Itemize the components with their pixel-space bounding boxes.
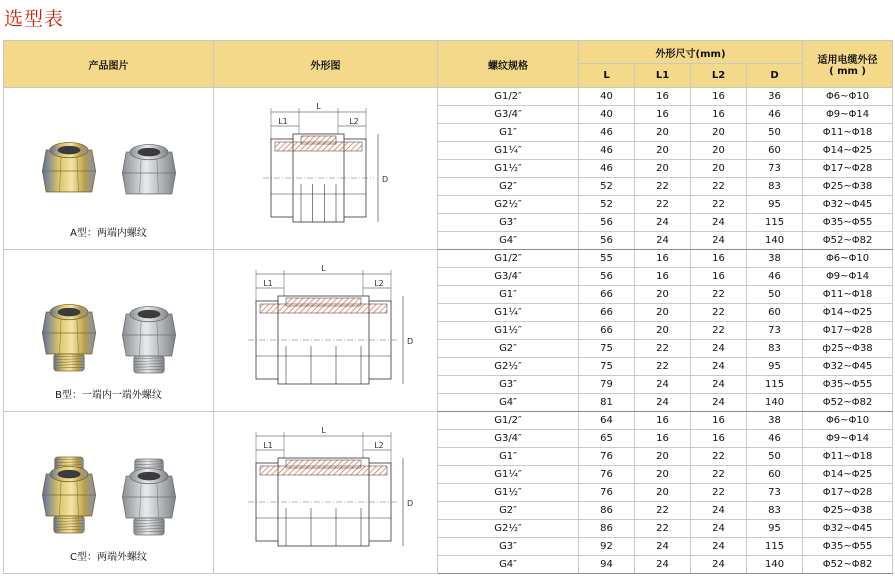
type-label-b: B型：一端内一端外螺纹 [55,390,162,401]
outline-drawing-a [214,94,437,244]
cell-d: 95 [747,196,803,214]
header-col-L2: L2 [691,64,747,88]
cell-l1: 20 [635,286,691,304]
cell-l1: 16 [635,106,691,124]
cell-d: 36 [747,88,803,106]
cell-l: 56 [579,268,635,286]
cell-l2: 22 [691,448,747,466]
cell-d: 50 [747,124,803,142]
cell-l2: 16 [691,88,747,106]
cell-thread: G1″ [438,286,579,304]
cell-l1: 16 [635,430,691,448]
cell-cable: Φ11~Φ18 [803,124,893,142]
cell-l2: 16 [691,430,747,448]
cell-d: 115 [747,376,803,394]
cell-l2: 22 [691,322,747,340]
cell-d: 83 [747,340,803,358]
cell-l: 76 [579,466,635,484]
cell-l: 52 [579,196,635,214]
header-cable-diameter-line1: 适用电缆外径 [817,55,878,66]
cell-l2: 24 [691,394,747,412]
cell-cable: Φ32~Φ45 [803,358,893,376]
cell-l2: 24 [691,502,747,520]
cell-d: 50 [747,448,803,466]
cell-l2: 24 [691,376,747,394]
cell-l1: 22 [635,520,691,538]
cell-d: 83 [747,178,803,196]
cell-thread: G3″ [438,538,579,556]
cell-l1: 22 [635,358,691,376]
cell-thread: G2″ [438,502,579,520]
cell-cable: Φ32~Φ45 [803,196,893,214]
cell-l2: 20 [691,160,747,178]
cell-l: 65 [579,430,635,448]
cell-d: 50 [747,286,803,304]
cell-l2: 22 [691,196,747,214]
cell-l2: 20 [691,124,747,142]
outline-drawing-cell-b [214,250,438,412]
cell-d: 73 [747,484,803,502]
cell-l: 92 [579,538,635,556]
cell-cable: Φ35~Φ55 [803,376,893,394]
outline-svg-a [226,94,426,244]
cell-thread: G2″ [438,178,579,196]
cell-l1: 16 [635,250,691,268]
cell-l: 75 [579,358,635,376]
cell-l2: 24 [691,556,747,574]
cell-l: 40 [579,106,635,124]
cell-l2: 20 [691,142,747,160]
cell-d: 38 [747,412,803,430]
cell-d: 60 [747,142,803,160]
cell-d: 95 [747,520,803,538]
cell-d: 73 [747,322,803,340]
cell-l: 56 [579,232,635,250]
cell-cable: Φ6~Φ10 [803,250,893,268]
cell-cable: Φ35~Φ55 [803,538,893,556]
cell-l2: 24 [691,538,747,556]
cell-l2: 16 [691,412,747,430]
header-col-D: D [747,64,803,88]
cell-cable: Φ52~Φ82 [803,556,893,574]
cell-cable: Φ11~Φ18 [803,286,893,304]
header-product-image: 产品图片 [4,41,214,88]
dim-label-d: D [406,336,413,346]
cell-cable: Φ9~Φ14 [803,268,893,286]
cell-thread: G3″ [438,214,579,232]
cell-thread: G2½″ [438,520,579,538]
cell-thread: G4″ [438,232,579,250]
cell-l: 55 [579,250,635,268]
cell-cable: Φ52~Φ82 [803,394,893,412]
cell-thread: G1½″ [438,484,579,502]
cell-d: 95 [747,358,803,376]
fitting-photo-b [14,271,204,391]
fitting-photo-c [14,433,204,553]
cell-thread: G1/2″ [438,250,579,268]
cell-l: 56 [579,214,635,232]
cell-l: 76 [579,484,635,502]
cell-l2: 24 [691,340,747,358]
product-photo-cell-b [4,250,214,412]
cell-l1: 24 [635,556,691,574]
cell-l1: 20 [635,484,691,502]
cell-l1: 20 [635,160,691,178]
cell-thread: G3/4″ [438,106,579,124]
cell-cable: Φ25~Φ38 [803,502,893,520]
cell-cable: Φ52~Φ82 [803,232,893,250]
cell-l2: 16 [691,106,747,124]
cell-l1: 24 [635,538,691,556]
cell-l: 66 [579,286,635,304]
cell-l: 81 [579,394,635,412]
cell-cable: Φ9~Φ14 [803,106,893,124]
cell-thread: G3/4″ [438,268,579,286]
table-row [4,250,893,268]
cell-d: 140 [747,394,803,412]
cell-l: 94 [579,556,635,574]
cell-cable: Φ32~Φ45 [803,520,893,538]
cell-l2: 16 [691,268,747,286]
header-outline: 外形图 [214,41,438,88]
cell-d: 46 [747,106,803,124]
dim-label-l1: L1 [262,440,273,450]
product-photo-a [4,109,213,229]
product-photo-c [4,433,213,553]
cell-cable: Φ9~Φ14 [803,430,893,448]
cell-d: 115 [747,538,803,556]
header-thread: 螺纹规格 [438,41,579,88]
cell-l: 46 [579,160,635,178]
cell-cable: Φ6~Φ10 [803,412,893,430]
cell-cable: Φ14~Φ25 [803,142,893,160]
cell-l1: 24 [635,232,691,250]
outline-drawing-c [214,418,437,568]
cell-cable: Φ11~Φ18 [803,448,893,466]
cell-l2: 16 [691,250,747,268]
cell-thread: G3″ [438,376,579,394]
cell-l2: 22 [691,304,747,322]
cell-thread: G4″ [438,556,579,574]
cell-l1: 20 [635,466,691,484]
dim-label-l2: L2 [373,440,384,450]
cell-thread: G4″ [438,394,579,412]
cell-cable: ф25~Φ38 [803,340,893,358]
cell-thread: G1½″ [438,160,579,178]
product-photo-cell-a [4,88,214,250]
cell-thread: G1″ [438,448,579,466]
cell-thread: G3/4″ [438,430,579,448]
cell-l1: 20 [635,124,691,142]
cell-l1: 24 [635,214,691,232]
cell-l: 75 [579,340,635,358]
cell-thread: G1½″ [438,322,579,340]
table-row [4,412,893,430]
cell-thread: G1¼″ [438,142,579,160]
dim-label-l2: L2 [348,116,359,126]
cell-cable: Φ6~Φ10 [803,88,893,106]
dim-label-d: D [406,498,413,508]
cell-thread: G1/2″ [438,88,579,106]
cell-thread: G2½″ [438,358,579,376]
cell-d: 73 [747,160,803,178]
cell-l2: 24 [691,232,747,250]
cell-l1: 16 [635,268,691,286]
cell-l1: 16 [635,412,691,430]
cell-l2: 22 [691,178,747,196]
cell-thread: G1″ [438,124,579,142]
cell-l: 46 [579,142,635,160]
cell-l1: 22 [635,178,691,196]
cell-thread: G1/2″ [438,412,579,430]
cell-l1: 16 [635,88,691,106]
cell-d: 60 [747,304,803,322]
cell-l1: 20 [635,448,691,466]
cell-d: 140 [747,556,803,574]
cell-l1: 22 [635,502,691,520]
dim-label-l1: L1 [262,278,273,288]
cell-d: 83 [747,502,803,520]
cell-l: 79 [579,376,635,394]
cell-l: 66 [579,304,635,322]
dim-label-l2: L2 [373,278,384,288]
cell-d: 60 [747,466,803,484]
dim-label-l: L [320,425,326,435]
cell-thread: G2½″ [438,196,579,214]
cell-cable: Φ14~Φ25 [803,304,893,322]
header-cable-diameter-line2: ( mm ) [829,66,867,77]
cell-d: 46 [747,430,803,448]
cell-l2: 22 [691,484,747,502]
cell-thread: G2″ [438,340,579,358]
cell-d: 115 [747,214,803,232]
cell-cable: Φ17~Φ28 [803,484,893,502]
fitting-photo-a [14,109,204,229]
cell-thread: G1¼″ [438,304,579,322]
selection-table [3,40,893,574]
cell-l2: 24 [691,214,747,232]
dim-label-d: D [381,174,388,184]
cell-cable: Φ25~Φ38 [803,178,893,196]
cell-d: 38 [747,250,803,268]
product-photo-b [4,271,213,391]
cell-l2: 22 [691,466,747,484]
table-row [4,88,893,106]
cell-cable: Φ17~Φ28 [803,322,893,340]
table-body [4,88,893,574]
cell-l2: 24 [691,520,747,538]
cell-l: 40 [579,88,635,106]
cell-cable: Φ14~Φ25 [803,466,893,484]
header-col-L: L [579,64,635,88]
type-label-c: C型：两端外螺纹 [70,552,147,563]
cell-l: 46 [579,124,635,142]
cell-l1: 20 [635,142,691,160]
outline-drawing-cell-a [214,88,438,250]
cell-l: 76 [579,448,635,466]
cell-l: 86 [579,520,635,538]
cell-l1: 22 [635,196,691,214]
cell-thread: G1¼″ [438,466,579,484]
cell-l1: 20 [635,322,691,340]
cell-l1: 22 [635,340,691,358]
type-label-a: A型：两端内螺纹 [70,228,147,239]
cell-l1: 20 [635,304,691,322]
cell-d: 140 [747,232,803,250]
cell-l2: 24 [691,358,747,376]
header-cable-diameter [803,41,893,88]
outline-svg-c [226,418,426,568]
header-dimensions: 外形尺寸(mm) [579,41,803,64]
cell-d: 46 [747,268,803,286]
product-photo-cell-c [4,412,214,574]
cell-l2: 22 [691,286,747,304]
cell-l: 66 [579,322,635,340]
cell-cable: Φ35~Φ55 [803,214,893,232]
outline-drawing-b [214,256,437,406]
header-col-L1: L1 [635,64,691,88]
cell-l1: 24 [635,376,691,394]
dim-label-l1: L1 [277,116,288,126]
cell-l: 86 [579,502,635,520]
cell-l: 52 [579,178,635,196]
outline-svg-b [226,256,426,406]
dim-label-l: L [320,263,326,273]
cell-l1: 24 [635,394,691,412]
dim-label-l: L [315,101,321,111]
cell-l: 64 [579,412,635,430]
outline-drawing-cell-c [214,412,438,574]
page-title: 选型表 [4,8,65,30]
cell-cable: Φ17~Φ28 [803,160,893,178]
